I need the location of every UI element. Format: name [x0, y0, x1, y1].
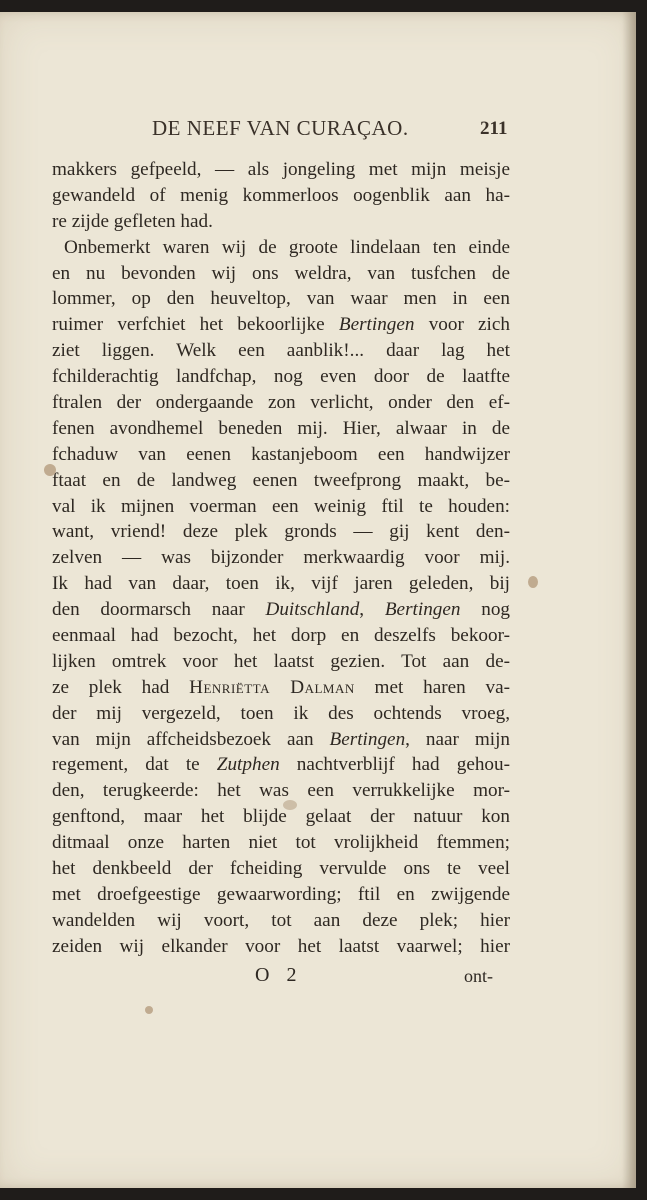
text-line: der mij vergezeld, toen ik des ochtends vroeg, [52, 702, 510, 724]
text-line: want, vriend! deze plek gronds — gij kent den- [52, 521, 510, 543]
text-line: regement, dat te Zutphen nachtverblijf had gehou- [52, 754, 511, 776]
page-spine-shadow [622, 12, 636, 1188]
text-line: re zijde gefleten had. [52, 210, 213, 232]
page-number: 211 [480, 118, 508, 139]
text-line: makkers gefpeeld, — als jongeling met mijn meisje [52, 159, 510, 180]
foxing-spot [283, 800, 297, 810]
book-page [0, 12, 636, 1188]
text-line: den doormarsch naar Duitschland, Bertingen nog [52, 599, 511, 621]
place-name: Bertingen [384, 599, 461, 621]
catchword: ont- [464, 966, 493, 986]
text-line: den, terugkeerde: het was een verrukkelijke mor- [52, 780, 510, 802]
text-line: fchilderachtig landfchap, nog even door de laatfte [52, 366, 510, 388]
character-name: Henriëtta Dalman [189, 676, 355, 698]
foxing-spot [44, 464, 56, 476]
text-line: van mijn affcheidsbezoek aan Bertingen, naar mijn [52, 728, 511, 750]
place-name: Bertingen [338, 314, 415, 336]
text-line: fchaduw van eenen kastanjeboom een handwijzer [52, 443, 510, 465]
text-line: ziet liggen. Welk een aanblik!... daar lag het [52, 340, 510, 362]
text-line: val ik mijnen voerman een weinig ftil te houden: [52, 495, 510, 517]
text-line: Onbemerkt waren wij de groote lindelaan ten einde [64, 236, 510, 258]
text-line: ditmaal onze harten niet tot vrolijkheid ftemmen; [52, 832, 510, 854]
text-line: lommer, op den heuveltop, van waar men in een [52, 288, 510, 310]
text-line: met droefgeestige gewaarwording; ftil en zwijgende [52, 883, 510, 905]
text-line: eenmaal had bezocht, het dorp en deszelfs bekoor- [52, 625, 510, 647]
foxing-spot [528, 576, 538, 588]
text-line: fenen avondhemel beneden mij. Hier, alwaar in de [52, 417, 510, 439]
foxing-spot [145, 1006, 153, 1014]
page-footer [0, 964, 636, 994]
place-name: Duitschland [265, 599, 360, 621]
text-line: Ik had van daar, toen ik, vijf jaren geleden, bij [52, 573, 510, 595]
text-line: ftaat en de landweg eenen tweefprong maakt, be- [52, 469, 510, 491]
text-line: het denkbeeld der fcheiding vervulde ons te veel [52, 858, 510, 880]
text-line: gewandeld of menig kommerloos oogenblik aan ha- [52, 184, 510, 206]
place-name: Zutphen [216, 754, 280, 776]
text-line: en nu bevonden wij ons weldra, van tusfchen de [52, 262, 510, 284]
body-text [52, 157, 510, 960]
text-line: genftond, maar het blijde gelaat der natuur kon [52, 806, 510, 828]
text-line: wandelden wij voort, tot aan deze plek; hier [52, 909, 510, 931]
text-line: zelven — was bijzonder merkwaardig voor mij. [52, 547, 510, 569]
page-header [0, 110, 636, 144]
text-line: ze plek had Henriëtta Dalman met haren va- [52, 676, 510, 698]
running-title: DE NEEF VAN CURAÇAO. [152, 116, 409, 140]
text-line: zeiden wij elkander voor het laatst vaarwel; hier [52, 935, 510, 957]
text-line: lijken omtrek voor het laatst gezien. Tot aan de- [52, 650, 510, 672]
text-line: ruimer verfchiet het bekoorlijke Bertingen voor zich [52, 314, 510, 336]
place-name: Bertingen [329, 728, 406, 750]
text-line: ftralen der ondergaande zon verlicht, onder den ef- [52, 392, 510, 414]
signature-mark: O 2 [255, 964, 303, 986]
